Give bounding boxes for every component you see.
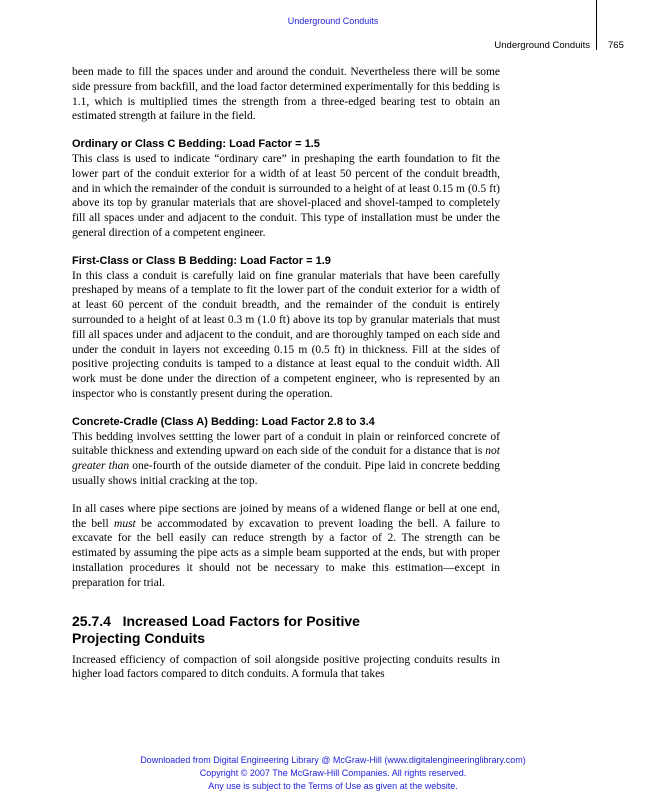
footer: [0, 754, 666, 793]
class-a-heading: Concrete-Cradle (Class A) Bedding: Load Factor 2.8 to 3.4: [72, 415, 375, 428]
class-c-paragraph: This class is used to indicate “ordinary care” in preshaping the earth foundation to fit the lower part of the conduit exterior for a width of at least 50 percent of the conduit breadth, and in which the remainder of the conduit is surrounded to a height of at least 0.15 m (0.5 ft) above its top by granular materials that are shovel-placed and shovel-tamped to completely fill all spaces under and adjacent to the conduit. This type of installation must be under the general direction of a competent engineer.: [72, 152, 500, 239]
class-c-heading: Ordinary or Class C Bedding: Load Factor = 1.5: [72, 138, 320, 151]
header-rule: [596, 0, 597, 50]
footer-copyright: Copyright © 2007 The McGraw-Hill Companies. All rights reserved.: [199, 768, 467, 778]
section-title-line2: Projecting Conduits: [72, 629, 205, 646]
section-title-line1: Increased Load Factors for Positive: [122, 612, 360, 629]
section-paragraph: Increased efficiency of compaction of soil alongside positive projecting conduits results in higher load factors compared to ditch conduits. A formula that takes: [72, 653, 500, 681]
intro-paragraph: been made to fill the spaces under and around the conduit. Nevertheless there will be some side pressure from backfill, and the load factor determined experimentally for this bedding is 1.1, which is multiplied times the strength from a three-edged bearing test to obtain an estimated strength at failure in the field.: [72, 66, 500, 123]
class-b-heading: First-Class or Class B Bedding: Load Factor = 1.9: [72, 254, 331, 267]
section-heading: [72, 613, 500, 647]
section-number: 25.7.4: [72, 612, 111, 629]
footer-terms-link[interactable]: Any use is subject to the Terms of Use as given at the website.: [208, 781, 458, 791]
page-body: [72, 65, 500, 682]
top-chapter-link[interactable]: Underground Conduits: [287, 16, 379, 26]
running-head: Underground Conduits: [494, 40, 590, 51]
footer-download-link[interactable]: Downloaded from Digital Engineering Library @ McGraw-Hill (www.digitalengineeringlibrary.com): [140, 755, 526, 765]
class-a-paragraph: This bedding involves settting the lower part of a conduit in plain or reinforced concrete of suitable thickness and extending upward on each side of the conduit for a distance that is not greater than one-fourth of the outside diameter of the conduit. Pipe laid in concrete bedding usually shows initial cracking at the top.: [72, 430, 500, 487]
class-b-paragraph: In this class a conduit is carefully laid on fine granular materials that have been carefully preshaped by means of a template to fit the lower part of the conduit exterior for a width of at least 60 percent of the conduit breadth, and the remainder of the conduit is entirely surrounded to a height of at least 0.3 m (1.0 ft) above its top by granular materials that must fill all spaces under and adjacent to the conduit, and are thoroughly tamped on each side and under the conduit in layers not exceeding 0.15 m (0.5 ft) in thickness. Fill at the sides of positive projecting conduits is tamped to a distance at least equal to the conduit width. All work must be done under the direction of a competent engineer, who is represented by an inspector who is constantly present during the operation.: [72, 269, 500, 400]
page-number: 765: [608, 40, 624, 51]
bell-paragraph: In all cases where pipe sections are joined by means of a widened flange or bell at one end, the bell must be accommodated by excavation to prevent loading the bell. A failure to excavate for the bell easily can reduce strength by a factor of 2. The strength can be estimated by assuming the pipe acts as a simple beam supported at the ends, but with proper installation procedures it should not be necessary to make this estimation—except in preparation for trial.: [72, 502, 500, 589]
